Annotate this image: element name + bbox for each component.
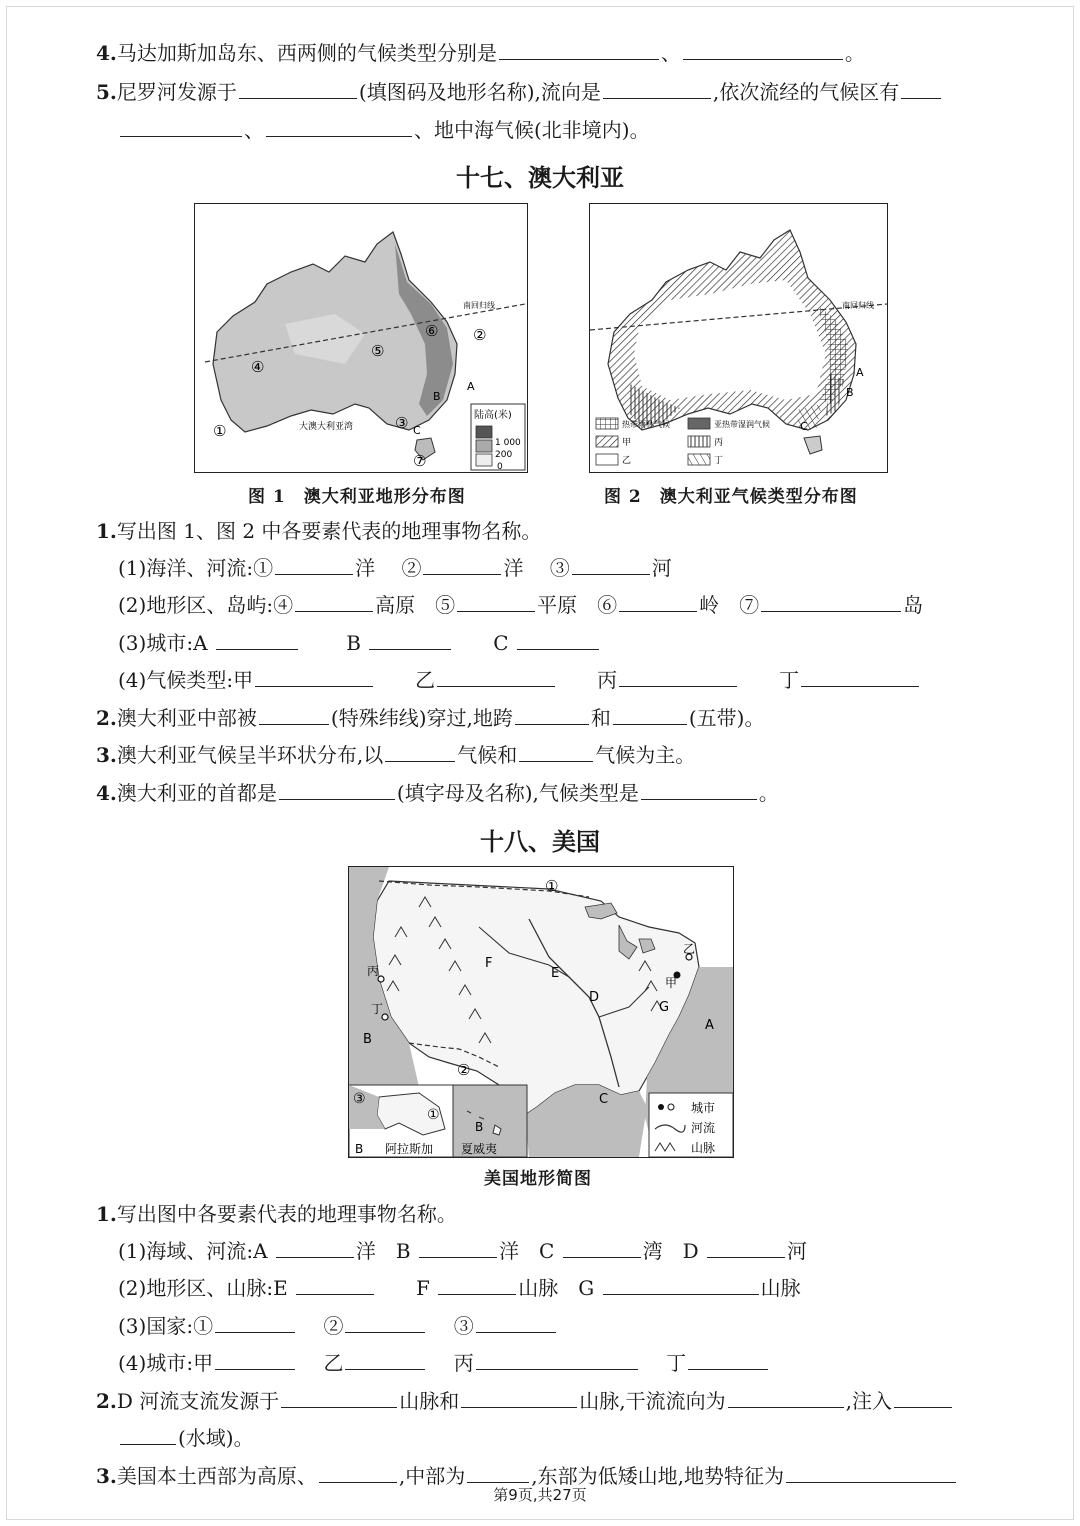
legend-swatch-bing <box>688 436 710 447</box>
usa-question-2: 2.D 河流支流发源于 山脉和 山脉,干流流向为 ,注入 <box>96 1386 954 1416</box>
mark-7: ⑦ <box>413 452 427 470</box>
mark-3: ③ <box>395 414 409 432</box>
answer-blank[interactable] <box>515 704 589 725</box>
legend-swatch-ding <box>688 454 710 465</box>
aus-question-1-2: (2)地形区、岛屿:④ 高原 ⑤ 平原 ⑥ 岭 ⑦ 岛 <box>118 593 924 617</box>
legend-val-0: 0 <box>497 462 503 472</box>
answer-blank[interactable] <box>707 1237 785 1258</box>
answer-blank[interactable] <box>517 629 599 650</box>
city-bing: 丙 <box>367 964 380 978</box>
label-F: F <box>485 956 493 971</box>
caption-figure-1: 图 1 澳大利亚地形分布图 <box>248 487 466 507</box>
answer-blank[interactable] <box>603 78 711 99</box>
legend-rainforest: 热带雨林气候 <box>622 420 670 429</box>
caption-figure-2: 图 2 澳大利亚气候类型分布图 <box>604 487 858 507</box>
answer-blank[interactable] <box>281 1387 397 1408</box>
aus-question-1-4: (4)气候类型:甲 乙 丙 丁 <box>118 665 921 695</box>
city-B: B <box>433 390 441 403</box>
aus-question-1-1: (1)海洋、河流:① 洋 ② 洋 ③ 河 <box>118 556 672 580</box>
answer-blank[interactable] <box>266 116 412 137</box>
answer-blank[interactable] <box>461 1387 577 1408</box>
label-alaska: 阿拉斯加 <box>385 1142 434 1156</box>
city-C: C <box>800 420 808 433</box>
usa-question-2-cont: (水域)。 <box>118 1423 254 1453</box>
answer-blank[interactable] <box>276 1237 354 1258</box>
mark-1-canada: ① <box>545 877 559 895</box>
mark-2-mexico: ② <box>457 1061 471 1079</box>
answer-blank[interactable] <box>613 704 687 725</box>
label-B-hawaii: B <box>475 1120 484 1134</box>
answer-blank[interactable] <box>572 554 650 575</box>
usa-question-3: 3.美国本土西部为高原、 ,中部为 ,东部为低矮山地,地势特征为 <box>96 1461 958 1491</box>
answer-blank[interactable] <box>801 666 919 687</box>
legend-swatch-yi <box>596 454 618 465</box>
legend-bing: 丙 <box>714 438 724 448</box>
label-C: C <box>599 1092 609 1107</box>
answer-blank[interactable] <box>619 666 737 687</box>
city-B: B <box>846 386 854 399</box>
mark-5: ⑤ <box>371 342 385 360</box>
legend-city-dot <box>658 1104 664 1110</box>
legend-city-ring <box>668 1104 674 1110</box>
legend-swatch-mid <box>476 440 492 452</box>
answer-blank[interactable] <box>295 591 373 612</box>
usa-question-1: 1.写出图中各要素代表的地理事物名称。 <box>96 1202 457 1226</box>
question-4-madagascar: 4.马达加斯加岛东、西两侧的气候类型分别是 、 。 <box>96 41 865 65</box>
question-5-nile-cont: 、 、地中海气候(北非境内)。 <box>118 115 650 145</box>
answer-blank[interactable] <box>519 741 593 762</box>
legend-mountain: 山脉 <box>691 1141 716 1155</box>
answer-blank[interactable] <box>476 1312 556 1333</box>
usa-question-1-1: (1)海域、河流:A 洋 B 洋 C 湾 D 河 <box>118 1239 808 1263</box>
label-hawaii: 夏威夷 <box>461 1142 498 1156</box>
mark-2: ② <box>473 326 487 344</box>
tropic-label: 南回归线 <box>463 301 495 310</box>
mark-3-russia: ③ <box>353 1091 366 1107</box>
label-B: B <box>363 1032 372 1047</box>
legend-swatch-jia <box>596 436 618 447</box>
answer-blank[interactable] <box>279 779 395 800</box>
answer-blank[interactable] <box>369 629 451 650</box>
answer-blank[interactable] <box>437 666 555 687</box>
legend-swatch-subtropical <box>688 418 710 429</box>
legend-ding: 丁 <box>714 456 724 466</box>
answer-blank[interactable] <box>786 1462 956 1483</box>
label-A: A <box>705 1018 714 1033</box>
aus-question-4: 4.澳大利亚的首都是 (填字母及名称),气候类型是 。 <box>96 781 779 805</box>
legend-city: 城市 <box>691 1101 716 1115</box>
city-A: A <box>467 380 475 393</box>
label-E: E <box>551 966 560 981</box>
legend-yi: 乙 <box>622 456 632 466</box>
legend-subtropical: 亚热带湿润气候 <box>714 420 770 429</box>
mark-4: ④ <box>251 358 265 376</box>
answer-blank[interactable] <box>239 78 357 99</box>
city-yi: 乙 <box>683 942 696 956</box>
question-5-nile: 5.尼罗河发源于 (填图码及地形名称),流向是 ,依次流经的气候区有 <box>96 77 943 107</box>
caption-usa-map: 美国地形简图 <box>484 1169 592 1189</box>
answer-blank[interactable] <box>345 1349 425 1370</box>
answer-blank[interactable] <box>894 1387 952 1408</box>
legend-jia: 甲 <box>622 438 632 448</box>
answer-blank[interactable] <box>419 1237 497 1258</box>
city-jia: 甲 <box>665 976 678 990</box>
answer-blank[interactable] <box>216 629 298 650</box>
figure-australia-terrain <box>194 203 528 473</box>
mark-6: ⑥ <box>425 322 439 340</box>
answer-blank[interactable] <box>603 1274 759 1295</box>
answer-blank[interactable] <box>345 1312 425 1333</box>
section-title-usa: 十八、美国 <box>480 828 600 856</box>
aus-question-2: 2.澳大利亚中部被 (特殊纬线)穿过,地跨 和 (五带)。 <box>96 706 765 730</box>
city-ding: 丁 <box>371 1002 384 1016</box>
legend-swatch-rainforest <box>596 418 618 429</box>
answer-blank[interactable] <box>438 1274 516 1295</box>
legend-val-200: 200 <box>495 450 513 460</box>
answer-blank[interactable] <box>683 39 843 60</box>
answer-blank[interactable] <box>259 704 329 725</box>
legend-river: 河流 <box>691 1121 716 1135</box>
answer-blank[interactable] <box>215 1312 295 1333</box>
answer-blank[interactable] <box>255 666 373 687</box>
label-D: D <box>589 990 600 1005</box>
legend-title: 陆高(米) <box>474 410 512 421</box>
mark-1: ① <box>213 422 227 440</box>
answer-blank[interactable] <box>467 1462 529 1483</box>
answer-blank[interactable] <box>423 554 501 575</box>
answer-blank[interactable] <box>296 1274 374 1295</box>
label-B-inset: B <box>355 1142 364 1156</box>
legend-val-1000: 1 000 <box>495 438 521 448</box>
answer-blank[interactable] <box>761 591 901 612</box>
answer-blank[interactable] <box>120 116 242 137</box>
page-footer: 第9页,共27页 <box>493 1486 587 1504</box>
figure-australia-climate <box>589 203 888 473</box>
aus-question-1-3: (3)城市:A B C <box>118 628 601 658</box>
answer-blank[interactable] <box>457 591 535 612</box>
usa-question-1-4: (4)城市:甲 乙 丙 丁 <box>118 1348 770 1378</box>
answer-blank[interactable] <box>385 741 455 762</box>
gulf-label: 大澳大利亚湾 <box>299 422 354 432</box>
answer-blank[interactable] <box>728 1387 844 1408</box>
aus-question-1: 1.写出图 1、图 2 中各要素代表的地理事物名称。 <box>96 519 542 543</box>
answer-blank[interactable] <box>476 1349 638 1370</box>
label-G: G <box>659 1000 670 1015</box>
usa-question-1-3: (3)国家:① ② ③ <box>118 1311 558 1341</box>
answer-blank[interactable] <box>619 591 697 612</box>
usa-question-1-2: (2)地形区、山脉:E F 山脉 G 山脉 <box>118 1276 801 1300</box>
answer-blank[interactable] <box>563 1237 641 1258</box>
answer-blank[interactable] <box>120 1424 176 1445</box>
answer-blank[interactable] <box>319 1462 397 1483</box>
figure-usa-terrain <box>348 866 734 1158</box>
legend-swatch-high <box>476 426 492 438</box>
aus-question-3: 3.澳大利亚气候呈半环状分布,以 气候和 气候为主。 <box>96 743 696 767</box>
answer-blank[interactable] <box>499 39 659 60</box>
city-A: A <box>856 366 864 379</box>
answer-blank[interactable] <box>641 779 757 800</box>
section-title-australia: 十七、澳大利亚 <box>456 164 624 192</box>
legend-swatch-low <box>476 454 492 466</box>
answer-blank[interactable] <box>215 1349 295 1370</box>
answer-blank[interactable] <box>688 1349 768 1370</box>
answer-blank[interactable] <box>901 78 941 99</box>
answer-blank[interactable] <box>275 554 353 575</box>
mark-1-canada-inset: ① <box>427 1107 440 1123</box>
tropic-label: 南回归线 <box>842 301 874 310</box>
city-C: C <box>413 424 421 437</box>
